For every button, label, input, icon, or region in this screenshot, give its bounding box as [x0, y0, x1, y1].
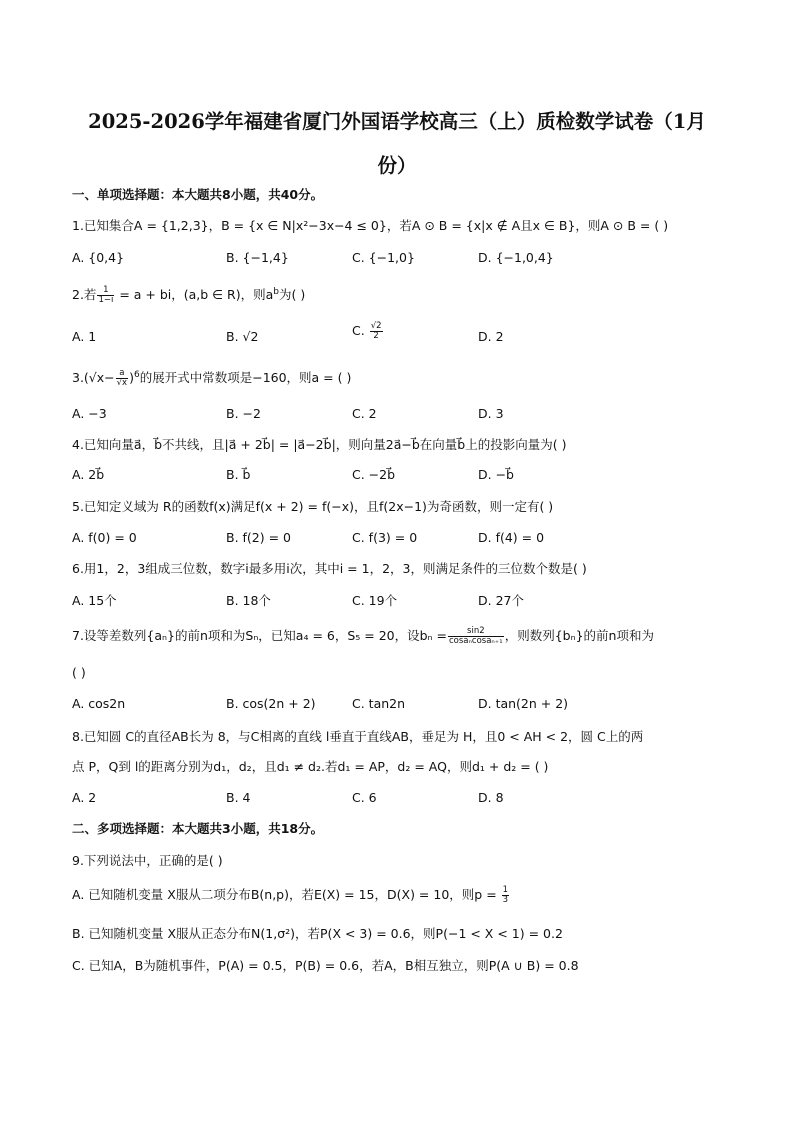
question-3-tail: 的展开式中常数项是−160，则a = ( ): [139, 370, 352, 386]
question-5-option-a: A. f(0) = 0: [72, 530, 137, 545]
question-6-option-a: A. 15个: [72, 593, 117, 608]
question-7-tail: ，则数列{bₙ}的前n项和为: [504, 628, 654, 643]
section-heading-single-choice: 一、单项选择题：本大题共8小题，共40分。: [72, 187, 324, 202]
question-9-option-a-numerator: 1: [502, 885, 509, 895]
question-2-middle: = a + bi，(a,b ∈ R)，则a: [115, 287, 274, 303]
question-2-option-c-fraction: [370, 322, 383, 341]
question-7-stem: [72, 627, 654, 646]
question-1-option-b: B. {−1,4}: [226, 250, 289, 265]
question-2-option-b: B. √2: [226, 329, 259, 344]
question-6-option-b: B. 18个: [226, 593, 271, 608]
question-3-fraction-numerator: a: [116, 369, 128, 379]
question-9-option-a: [72, 886, 510, 905]
question-5-option-b: B. f(2) = 0: [226, 530, 292, 545]
question-3-prefix: 3.(√x−: [72, 370, 115, 386]
question-2-option-c-label: C.: [352, 323, 365, 338]
question-8-option-d: D. 8: [478, 790, 504, 805]
question-5-option-d: D. f(4) = 0: [478, 530, 545, 545]
question-7-option-c: C. tan2n: [352, 696, 406, 711]
question-4-stem: 4.已知向量a⃗，b⃗不共线，且|a⃗ + 2b⃗| = |a⃗−2b⃗|，则向量2a⃗−b⃗在向量b⃗上的投影向量为( ): [72, 437, 567, 452]
question-5-stem: 5.已知定义域为 R的函数f(x)满足f(x + 2) = f(−x)，且f(2x−1)为奇函数，则一定有( ): [72, 499, 554, 514]
question-9-option-a-text: A. 已知随机变量 X服从二项分布B(n,p)，若E(X) = 15，D(X) = 10，则p =: [72, 887, 497, 902]
question-9-option-b: B. 已知随机变量 X服从正态分布N(1,σ²)，若P(X < 3) = 0.6，则P(−1 < X < 1) = 0.2: [72, 926, 563, 941]
question-1-option-d: D. {−1,0,4}: [478, 250, 554, 265]
question-1-option-c: C. {−1,0}: [352, 250, 415, 265]
question-9-option-a-fraction: [502, 886, 509, 905]
question-2-option-d: D. 2: [478, 329, 504, 344]
question-2-stem: [72, 283, 305, 305]
question-1-stem: 1.已知集合A = {1,2,3}，B = {x ∈ N|x²−3x−4 ≤ 0}，若A ⊙ B = {x|x ∉ A且x ∈ B}，则A ⊙ B = ( ): [72, 218, 669, 233]
section-heading-multiple-choice: 二、多项选择题：本大题共3小题，共18分。: [72, 821, 324, 836]
question-2-option-c-denominator: 2: [373, 331, 379, 341]
question-8-option-a: A. 2: [72, 790, 97, 805]
question-7-fraction: [448, 627, 504, 646]
question-3-stem: [72, 366, 351, 388]
question-7-option-b: B. cos(2n + 2): [226, 696, 316, 711]
question-3-exponent: 6: [133, 370, 140, 380]
question-9-stem: 9.下列说法中，正确的是( ): [72, 853, 223, 868]
question-2-prefix: 2.若: [72, 287, 97, 303]
question-9-option-c: C. 已知A，B为随机事件，P(A) = 0.5，P(B) = 0.6，若A，B相互独立，则P(A ∪ B) = 0.8: [72, 958, 579, 973]
question-3-fraction-denominator: √x: [116, 378, 128, 389]
question-7-fraction-numerator: sin2: [448, 627, 504, 637]
question-4-option-a: A. 2b⃗: [72, 467, 105, 482]
question-7-option-d: D. tan(2n + 2): [478, 696, 569, 711]
question-2-option-c-numerator: √2: [370, 321, 382, 331]
question-2-exponent: b: [273, 287, 279, 297]
question-7-continuation: ( ): [72, 665, 86, 680]
question-7-prefix: 7.设等差数列{aₙ}的前n项和为Sₙ，已知a₄ = 6，S₅ = 20，设bₙ =: [72, 628, 447, 643]
title-line-1: 2025-2026学年福建省厦门外国语学校高三（上）质检数学试卷（1月: [88, 110, 706, 133]
question-3-option-c: C. 2: [352, 406, 377, 421]
question-6-option-d: D. 27个: [478, 593, 524, 608]
question-5-option-c: C. f(3) = 0: [352, 530, 418, 545]
question-3-option-a: A. −3: [72, 406, 107, 421]
question-2-fraction: [97, 286, 114, 305]
title-line-2: 份）: [377, 154, 417, 177]
question-2-option-a: A. 1: [72, 329, 97, 344]
question-8-line-2: 点 P，Q到 l的距离分别为d₁，d₂，且d₁ ≠ d₂.若d₁ = AP，d₂ = AQ，则d₁ + d₂ = ( ): [72, 759, 549, 774]
question-4-option-d: D. −b⃗: [478, 467, 514, 482]
question-2-fraction-numerator: 1: [97, 286, 114, 296]
question-3-fraction: [116, 369, 128, 388]
question-9-option-a-denominator: 3: [502, 895, 509, 905]
question-2-option-c: [352, 322, 384, 341]
question-8-line-1: 8.已知圆 C的直径AB长为 8，与C相离的直线 l垂直于直线AB，垂足为 H，且0 < AH < 2，圆 C上的两: [72, 729, 644, 744]
question-3-close: ): [129, 370, 134, 386]
question-7-fraction-denominator: cosaₙcosaₙ₊₁: [449, 636, 503, 646]
question-8-option-c: C. 6: [352, 790, 377, 805]
question-2-tail: 为( ): [278, 287, 306, 303]
question-3-option-d: D. 3: [478, 406, 504, 421]
question-6-option-c: C. 19个: [352, 593, 398, 608]
question-4-option-c: C. −2b⃗: [352, 467, 396, 482]
question-4-option-b: B. b⃗: [226, 467, 251, 482]
question-1-option-a: A. {0,4}: [72, 250, 125, 265]
question-2-fraction-denominator: 1−i: [98, 295, 114, 306]
question-7-option-a: A. cos2n: [72, 696, 126, 711]
question-6-stem: 6.用1，2，3组成三位数，数字i最多用i次，其中i = 1，2，3，则满足条件的三位数个数是( ): [72, 561, 587, 576]
question-3-option-b: B. −2: [226, 406, 261, 421]
question-8-option-b: B. 4: [226, 790, 251, 805]
page-title: [60, 100, 734, 188]
